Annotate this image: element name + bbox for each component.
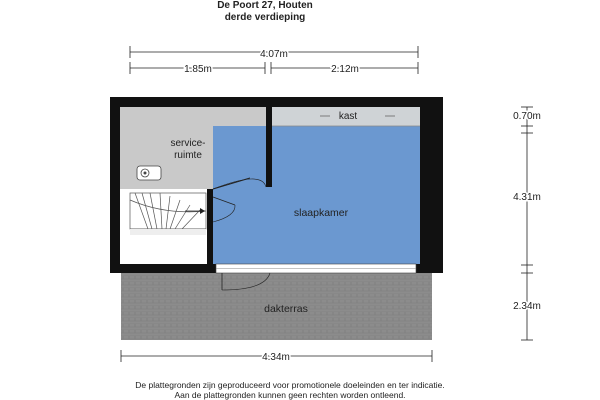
dimension-label-4-34: 4.34m — [262, 352, 290, 363]
disclaimer-line1: De plattegronden zijn geproduceerd voor promotionele doeleinden en ter indicatie. — [135, 380, 445, 390]
disclaimer-line2: Aan de plattegronden kunnen geen rechten worden ontleend. — [174, 390, 406, 400]
dimension-top-right — [271, 62, 418, 75]
dimension-label-4-07: 4.07m — [260, 49, 288, 60]
label-kast: kast — [338, 111, 358, 122]
label-slaapkamer: slaapkamer — [293, 207, 349, 219]
dimension-right-vertical — [513, 107, 541, 340]
dimension-top-total — [130, 46, 418, 60]
interior-wall-vertical — [266, 107, 272, 187]
plan-title-floor: derde verdieping — [224, 12, 306, 23]
label-service-line2: ruimte — [174, 150, 202, 161]
slaapkamer-area-extension — [213, 185, 271, 264]
dimension-bottom-total — [121, 350, 432, 363]
dimension-label-4-31: 4.31m — [513, 192, 541, 203]
dimension-label-2-34: 2.34m — [513, 301, 541, 312]
staircase — [130, 193, 206, 229]
dimension-label-0-70: 0.70m — [513, 111, 541, 122]
plan-title-address: De Poort 27, Houten — [217, 0, 313, 11]
label-service-line1: service- — [170, 138, 206, 149]
boiler-icon — [137, 166, 161, 180]
dimension-top-left — [130, 62, 265, 75]
label-dakterras: dakterras — [264, 303, 308, 315]
interior-wall-stair — [207, 189, 213, 264]
dimension-label-1-85: 1.85m — [184, 64, 212, 75]
dimension-label-2-12: 2.12m — [331, 64, 359, 75]
